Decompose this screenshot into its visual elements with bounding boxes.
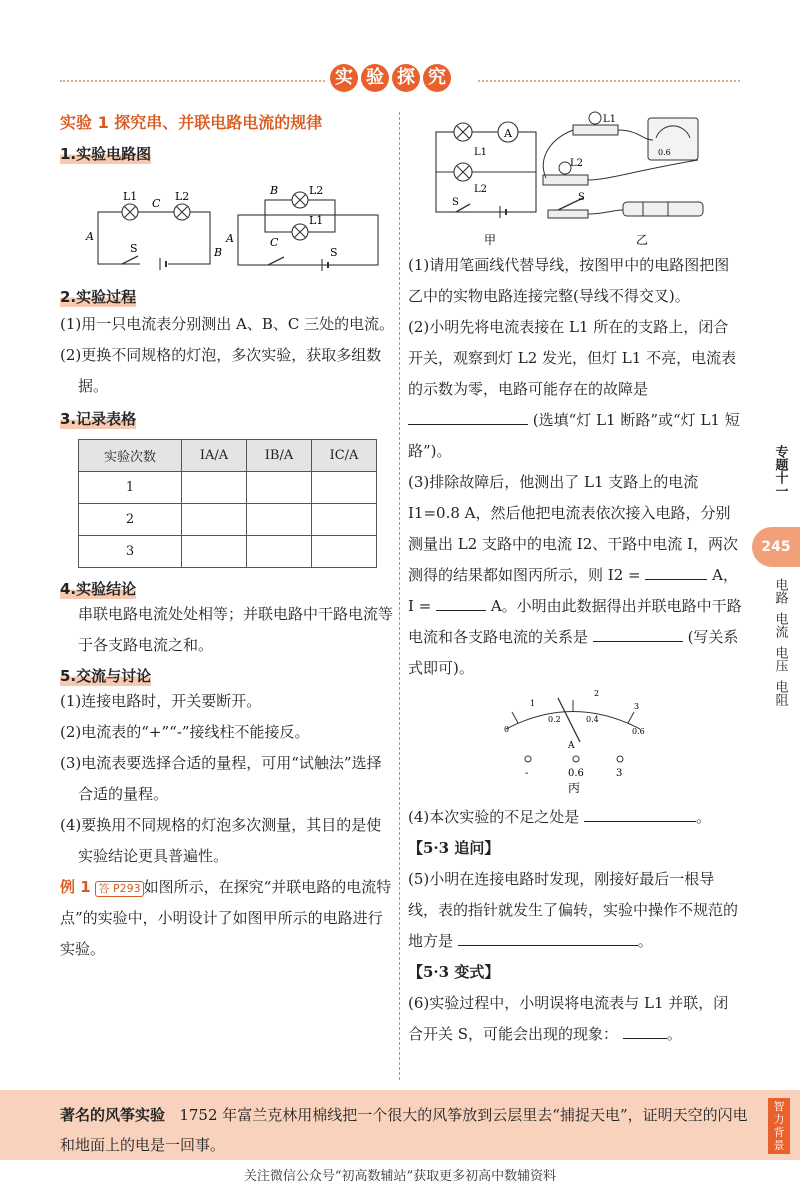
answer-blank[interactable] [584, 807, 696, 822]
table-cell [312, 504, 377, 536]
topic-tab[interactable] [768, 445, 792, 497]
parallel-circuit [238, 192, 378, 271]
table-row [79, 472, 377, 504]
label-C: C [152, 197, 161, 210]
table-header-cell: IB/A [247, 440, 312, 472]
banner-char: 究 [423, 64, 451, 92]
tick-02: 0.2 [548, 715, 561, 724]
tick-04: 0.4 [586, 715, 599, 724]
yi-label-L1: L1 [603, 114, 617, 125]
answer-blank[interactable] [645, 565, 707, 580]
label-L1: L1 [123, 190, 138, 203]
caption-jia: 甲 [484, 233, 497, 247]
ammeter-figure-bing [408, 684, 743, 794]
label-L1b: L1 [309, 214, 324, 227]
section-heading: 1.实验电路图 [60, 145, 152, 163]
series-circuit [98, 204, 210, 270]
section-heading: 5.交流与讨论 [60, 667, 152, 685]
tick-2: 2 [594, 689, 600, 698]
discussion-item: (2)电流表的“+”“-”接线柱不能接反。 [60, 723, 310, 741]
question-3-text-d: (写关系式即可)。 [408, 628, 739, 677]
record-table [78, 439, 377, 568]
banner-char: 探 [392, 64, 420, 92]
label-B2: B [270, 184, 279, 197]
left-column [60, 110, 395, 965]
column-divider [399, 112, 400, 1080]
label-L2: L2 [175, 190, 190, 203]
question-6-text: (6)实验过程中，小明误将电流表与 L1 并联，闭合开关 S，可能会出现的现象： [408, 994, 729, 1043]
table-header-cell: IA/A [182, 440, 247, 472]
example-block [60, 872, 395, 965]
banner-char: 实 [330, 64, 358, 92]
jia-label-A: A [504, 127, 512, 140]
question-3-text-c: A。小明由此数据得出并联电路中干路电流和各支路电流的关系是 [408, 597, 742, 646]
caption-bing: 丙 [568, 781, 581, 794]
process-item: (1)用一只电流表分别测出 A、B、C 三处的电流。 [60, 315, 395, 333]
jia-label-L2: L2 [474, 184, 488, 195]
bottom-watermark-note: 关注微信公众号“初高数辅站”获取更多初高中数辅资料 [243, 1169, 557, 1184]
example-text: 如图所示，在探究“并联电路的电流特点”的实验中，小明设计了如图甲所示的电路进行实验。 [60, 878, 392, 958]
question-1: (1)请用笔画线代替导线，按图甲中的电路图把图乙中的实物电路连接完整(导线不得交叉)。 [408, 256, 730, 305]
tick-1: 1 [530, 699, 536, 708]
table-cell [182, 472, 247, 504]
punct: 。 [696, 808, 712, 826]
table-cell: 3 [79, 536, 182, 568]
table-header-row [79, 440, 377, 472]
table-header-cell: IC/A [312, 440, 377, 472]
table-cell [247, 504, 312, 536]
table-header-cell: 实验次数 [79, 440, 182, 472]
tick-06: 0.6 [632, 727, 645, 736]
section-heading: 4.实验结论 [60, 580, 137, 598]
label-S: S [130, 242, 138, 255]
label-A: A [86, 230, 94, 243]
terminal-3: 3 [616, 768, 623, 779]
answer-blank[interactable] [623, 1024, 667, 1039]
topic-item[interactable]: 电流 [772, 612, 788, 638]
caption-yi: 乙 [636, 233, 649, 247]
footer-note [60, 1100, 750, 1160]
table-cell [247, 472, 312, 504]
header-rule-left [60, 80, 325, 82]
tag-followup: 【5·3 追问】 [408, 839, 500, 857]
yi-label-06: 0.6 [658, 148, 671, 157]
question-4-text: (4)本次实验的不足之处是 [408, 808, 580, 826]
topic-item[interactable]: 电阻 [772, 680, 788, 706]
terminal-06: 0.6 [568, 768, 584, 779]
process-item: (2)更换不同规格的灯泡，多次实验，获取多组数据。 [60, 346, 382, 395]
example-label: 例 1 [60, 878, 91, 896]
question-2 [408, 312, 743, 467]
question-3-text-b: A，I = [408, 566, 738, 615]
footer-title: 著名的风筝实验 [60, 1106, 166, 1124]
topic-nav [768, 578, 792, 706]
table-row [79, 536, 377, 568]
table-cell: 1 [79, 472, 182, 504]
question-2-text: (2)小明先将电流表接在 L1 所在的支路上，闭合开关，观察到灯 L2 发光，但灯 L1 不亮，电流表的示数为零，电路可能存在的故障是 [408, 318, 737, 398]
section-banner [330, 64, 470, 96]
table-cell: 2 [79, 504, 182, 536]
yi-label-L2: L2 [570, 158, 584, 169]
discussion-item: (1)连接电路时，开关要断开。 [60, 692, 262, 710]
question-5 [408, 864, 743, 957]
jia-label-L1: L1 [474, 147, 488, 158]
ammeter-A: A [568, 741, 575, 751]
banner-char: 验 [361, 64, 389, 92]
label-S2: S [330, 246, 338, 259]
topic-item[interactable]: 电压 [772, 646, 788, 672]
tag-variant: 【5·3 变式】 [408, 963, 500, 981]
answer-blank[interactable] [593, 627, 683, 642]
table-cell [312, 472, 377, 504]
punct: 。 [666, 1025, 682, 1043]
answer-ref-badge[interactable]: 答 P293 [95, 881, 143, 897]
question-3 [408, 467, 743, 684]
answer-blank[interactable] [436, 596, 486, 611]
discussion-item: (4)要换用不同规格的灯泡多次测量，其目的是使实验结论更具普遍性。 [60, 816, 382, 865]
label-B: B [214, 246, 223, 259]
figure-yi-apparatus [543, 112, 703, 218]
experiment-title: 实验 1 探究串、并联电路电流的规律 [60, 113, 323, 132]
footer-body: 1752 年富兰克林用棉线把一个很大的风筝放到云层里去“捕捉天电”，证明天空的闪电和地面上的电是一回事。 [60, 1106, 748, 1154]
header-rule-right [478, 80, 740, 82]
question-2-options: (选填“灯 L1 断路”或“灯 L1 短路”)。 [408, 411, 740, 460]
footer-tag: 智力背景 [768, 1098, 790, 1154]
tick-3: 3 [634, 702, 640, 711]
table-cell [182, 504, 247, 536]
table-cell [182, 536, 247, 568]
discussion-item: (3)电流表要选择合适的量程，可用“试触法”选择合适的量程。 [60, 754, 382, 803]
yi-label-S: S [578, 192, 585, 203]
ammeter-needle [558, 698, 580, 742]
ammeter-scale-arc [506, 712, 640, 730]
label-L2b: L2 [309, 184, 324, 197]
answer-blank[interactable] [458, 931, 638, 946]
question-3-text: (3)排除故障后，他测出了 L1 支路上的电流 I1=0.8 A，然后他把电流表依次接入电路，分别测量出 L2 支路中的电流 I2、干路中电流 I，两次测得的结果都如图丙所示，则 I2 = [408, 473, 738, 584]
example-circuit-figures [408, 110, 743, 250]
table-cell [312, 536, 377, 568]
page-number: 245 [752, 527, 800, 567]
conclusion-text: 串联电路电流处处相等；并联电路中干路电流等于各支路电流之和。 [78, 605, 394, 654]
section-heading: 2.实验过程 [60, 288, 137, 306]
section-heading: 3.记录表格 [60, 410, 137, 428]
label-A2: A [226, 232, 234, 245]
question-6 [408, 988, 743, 1050]
jia-label-S: S [452, 197, 459, 208]
table-row [79, 504, 377, 536]
table-cell [247, 536, 312, 568]
terminal-neg: - [525, 768, 529, 779]
tick-0: 0 [504, 725, 510, 734]
figure-jia-circuit [436, 122, 536, 218]
question-5-text: (5)小明在连接电路时发现，刚接好最后一根导线，表的指针就发生了偏转，实验中操作不规范的地方是 [408, 870, 739, 950]
topic-item[interactable]: 电路 [772, 578, 788, 604]
label-C2: C [270, 236, 279, 249]
punct: 。 [637, 932, 653, 950]
circuit-diagrams [60, 170, 395, 280]
right-column [408, 110, 743, 1050]
topic-label: 专题十一 [772, 445, 788, 497]
answer-blank[interactable] [408, 410, 528, 425]
question-4 [408, 802, 743, 833]
